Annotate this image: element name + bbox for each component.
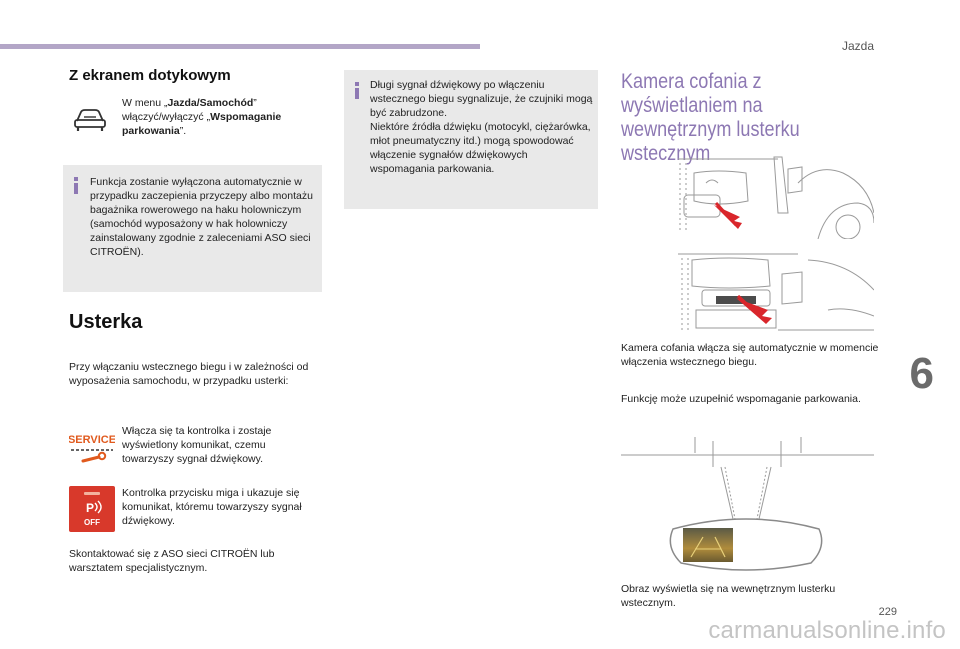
- watermark: carmanualsonline.info: [708, 617, 946, 644]
- service-warning-icon: [69, 430, 115, 466]
- top-color-bar: [0, 44, 480, 49]
- park-assist-off-icon: [69, 486, 115, 532]
- info-icon: [355, 82, 359, 99]
- park-assist-off-text: Kontrolka przycisku miga i ukazuje się komunikat, któremu towarzyszy sygnał dźwiękowy.: [122, 487, 302, 527]
- off-label: OFF: [84, 518, 100, 527]
- van-rear-camera-illustration-2: [678, 250, 874, 336]
- rear-view-mirror-illustration: [621, 437, 874, 577]
- menu-path-label: Jazda/Samochód: [167, 97, 254, 109]
- van-rear-camera-illustration-1: [678, 153, 874, 239]
- contact-text: Skontaktować się z ASO sieci CITROËN lub warsztatem specjalistycznym.: [69, 548, 275, 574]
- mirror-display-text: Obraz wyświetla się na wewnętrznym lusterku wstecznym.: [621, 583, 836, 609]
- car-icon: [72, 106, 108, 132]
- camera-auto-text: Kamera cofania włącza się automatycznie w momencie włączenia wstecznego biegu.: [621, 342, 879, 368]
- camera-section-title: Kamera cofania z wyświetlaniem na wewnętrznym lusterku wstecznym: [621, 70, 800, 165]
- beep-info-box: [344, 70, 598, 209]
- tow-info-text: Funkcja zostanie wyłączona automatycznie w przypadku zaczepienia przyczepy albo montażu bagażnika rowerowego na haku holowniczym (samochód wyposażony w hak holowniczy zainstalowany zgodnie z zaleceniami ASO sieci CITROËN).: [90, 176, 313, 258]
- service-warning-text: Włącza się ta kontrolka i zostaje wyświetlony komunikat, czemu towarzyszy sygnał dźwiękowy.: [122, 425, 272, 465]
- page-number: 229: [878, 606, 897, 618]
- menu-text-pre: W menu „: [122, 97, 168, 109]
- camera-assist-text: Funkcję może uzupełnić wspomaganie parkowania.: [621, 393, 861, 405]
- header-title: Jazda: [841, 39, 874, 53]
- chapter-number: 6: [909, 349, 934, 398]
- feature-name-label: Wspomaganie parkowania: [122, 111, 282, 137]
- touch-heading: Z ekranem dotykowym: [69, 67, 231, 84]
- fault-heading: Usterka: [69, 311, 143, 333]
- menu-text-mid: ” włączyć/wyłączyć „: [122, 97, 257, 123]
- menu-text-post: ”.: [179, 125, 187, 137]
- park-p-label: P: [86, 501, 95, 515]
- touch-menu-text: [122, 96, 312, 138]
- tow-info-box: [63, 165, 322, 292]
- info-icon: [74, 177, 78, 194]
- beep-info-text: Długi sygnał dźwiękowy po włączeniu wstecznego biegu sygnalizuje, że czujniki mogą być zabrudzone. Niektóre źródła dźwięku (motocykl, ciężarówka, młot pneumatyczny itd.) mogą spowodować włączenie sygnałów dźwiękowych wspomagania parkowania.: [370, 79, 593, 175]
- service-label: SERVICE: [69, 434, 115, 446]
- fault-intro: Przy włączaniu wstecznego biegu i w zależności od wyposażenia samochodu, w przypadku usterki:: [69, 361, 309, 387]
